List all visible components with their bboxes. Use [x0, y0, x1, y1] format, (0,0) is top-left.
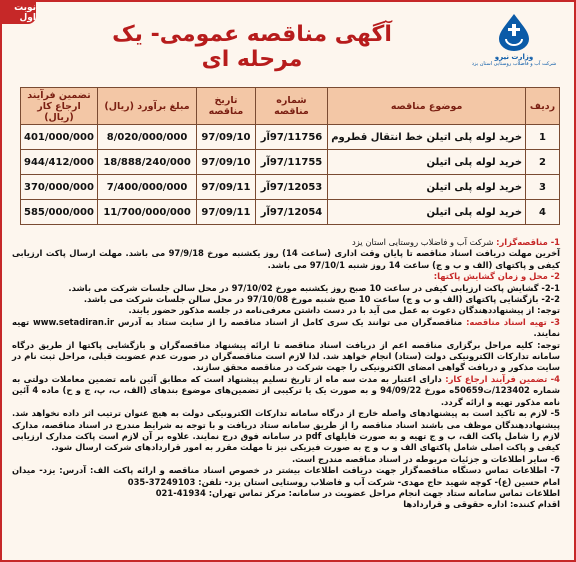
cell-subject: خرید لوله پلی اتیلن [328, 150, 526, 175]
cell-guarantee-amount: 370/000/000 [21, 175, 98, 200]
cell-estimate-amount: 11/700/000/000 [97, 200, 196, 225]
header-subject: موضوع مناقصه [328, 88, 526, 125]
body-paragraph [12, 488, 560, 499]
cell-tender-number: 97/11755آر [255, 150, 327, 175]
cell-row-number: 3 [526, 175, 560, 200]
body-paragraph [12, 305, 560, 316]
paragraph-heading: 4- تضمین فرآیند ارجاع کار: [445, 373, 560, 384]
cell-estimate-amount: 18/888/240/000 [97, 150, 196, 175]
cell-tender-number: 97/12053آر [255, 175, 327, 200]
cell-guarantee-amount: 401/000/000 [21, 125, 98, 150]
body-paragraph [12, 499, 560, 510]
body-paragraph [12, 454, 560, 465]
cell-subject: خرید لوله پلی اتیلن خط انتقال قطروم [328, 125, 526, 150]
cell-estimate-amount: 8/020/000/000 [97, 125, 196, 150]
paragraph-text: مناقصه‌گران می توانند یک سری کامل از اسناد مناقصه را از سایت ستاد به آدرس www.setadiran.ir تهیه نمایند. [12, 316, 560, 339]
header-tender-date: تاریخ مناقصه [197, 88, 256, 125]
cell-row-number: 1 [526, 125, 560, 150]
cell-tender-date: 97/09/10 [197, 125, 256, 150]
body-paragraph [12, 294, 560, 305]
body-paragraph [12, 465, 560, 488]
body-paragraph [12, 271, 560, 282]
paragraph-text: توجه: از پیشنهاددهندگان دعوت به عمل می آید با در دست داشتن معرفی‌نامه در جلسه مذکور حضور یابند. [128, 305, 560, 316]
body-paragraph [12, 317, 560, 340]
cell-tender-number: 97/11756آر [255, 125, 327, 150]
paragraph-text: آخرین مهلت دریافت اسناد مناقصه تا پایان وقت اداری (ساعت 14) روز یکشنبه مورخ 97/9/18 می باشد. مهلت ارسال پاکت ارزیابی کیفی و پاکتهای (الف و ب و ج) ساعت 14 روز شنبه 97/10/1 می باشد. [12, 248, 560, 270]
cell-estimate-amount: 7/400/000/000 [97, 175, 196, 200]
table-row [21, 150, 560, 175]
corner-tag: نوبت اول [2, 2, 36, 24]
notice-title: آگهی مناقصه عمومی- یک مرحله ای [112, 22, 392, 72]
table-row [21, 125, 560, 150]
cell-tender-date: 97/09/11 [197, 200, 256, 225]
paragraph-text: 5- لازم به تاکید است به پیشنهادهای واصله خارج از درگاه سامانه تدارکات الکترونیکی دولت به هیچ عنوان ترتیب اثر داده نخواهد شد. پیشنهاددهندگان موظف می باشند اسناد مناقصه را از طریق سامانه ستاد دریافت و با توجه به شرایط مندرج در اسناد مناقصه، مدارک لازم را شامل پاکت الف، ب و ج تهیه و به صورت فایلهای pdf در سامانه فوق درج نمایند. علاوه بر آن لازم است پاکت مدارک ارزیابی کیفی و پاکت اصلی شامل پاکتهای الف و ب و ج به صورت فیزیکی نیز تا مهلت مقرر به امور قراردادهای شرکت ارسال شود. [12, 408, 560, 453]
table-row [21, 175, 560, 200]
header-tender-number: شماره مناقصه [255, 88, 327, 125]
logo-ministry-text: وزارت نیرو [494, 53, 534, 61]
body-paragraph [12, 408, 560, 454]
notice-body [12, 237, 560, 511]
body-paragraph [12, 283, 560, 294]
organization-logo [468, 12, 560, 74]
header-row-number: ردیف [526, 88, 560, 125]
paragraph-text: اقدام کننده: اداره حقوقی و قراردادها [403, 499, 560, 510]
cell-subject: خرید لوله پلی اتیلن [328, 200, 526, 225]
table-row [21, 200, 560, 225]
water-drop-logo-icon [491, 12, 537, 52]
cell-row-number: 4 [526, 200, 560, 225]
paragraph-text: شرکت آب و فاضلاب روستایی استان یزد [352, 237, 497, 247]
cell-tender-date: 97/09/10 [197, 150, 256, 175]
cell-tender-date: 97/09/11 [197, 175, 256, 200]
body-paragraph [12, 248, 560, 271]
paragraph-text: 7- اطلاعات تماس دستگاه مناقصه‌گزار جهت دریافت اطلاعات بیشتر در خصوص اسناد مناقصه و ارائه پاکت الف: آدرس: یزد- میدان امام حسین (ع)- کوچه شهید حاج مهدی- شرکت آب و فاضلاب روستایی استان یزد- تلفن: 37249103-035 [12, 465, 560, 487]
cell-row-number: 2 [526, 150, 560, 175]
body-paragraph [12, 340, 560, 374]
paragraph-text: 2-1- گشایش پاکت ارزیابی کیفی در ساعت 10 صبح روز یکشنبه مورخ 97/10/02 در محل سالن جلسات شرکت می باشد. [68, 282, 560, 293]
logo-company-text: شرکت آب و فاضلاب روستایی استان یزد [471, 61, 557, 67]
paragraph-text: 2-2- بازگشایی پاکتهای (الف و ب و ج) ساعت 10 صبح شنبه مورخ 97/10/08 در محل سالن جلسات شرکت می باشد. [83, 294, 560, 305]
header-estimate-amount: مبلغ برآورد (ریال) [97, 88, 196, 125]
paragraph-text: دارای اعتبار به مدت سه ماه از تاریخ تسلیم پیشنهاد است که مطابق آئین نامه تضمین معاملات دولتی به شماره 123402/ت50659ه مورخ 94/09/22 و به صورت یک یا ترکیبی از تضمین‌های موضوع بندهای (الف، ب، پ، ج و ح) ماده 4 آئین نامه مذکور تهیه و ارائه گردد. [12, 373, 560, 407]
paragraph-text: 6- سایر اطلاعات و جزئیات مربوطه در اسناد مناقصه مندرج است. [291, 453, 560, 464]
paragraph-heading: 2- محل و زمان گشایش پاکتها: [433, 271, 560, 282]
cell-guarantee-amount: 585/000/000 [21, 200, 98, 225]
paragraph-text: اطلاعات تماس سامانه ستاد جهت انجام مراحل عضویت در سامانه: مرکز تماس تهران: 41934-021 [155, 487, 560, 498]
paragraph-heading: 1- مناقصه‌گزار: [496, 237, 560, 247]
cell-subject: خرید لوله پلی اتیلن [328, 175, 526, 200]
tender-table [20, 87, 560, 225]
body-paragraph [12, 237, 560, 248]
paragraph-text: توجه: کلیه مراحل برگزاری مناقصه اعم از دریافت اسناد مناقصه تا ارائه پیشنهاد مناقصه‌گران و بازگشایی پاکتها از طریق درگاه سامانه تدارکات الکترونیکی دولت (ستاد) انجام خواهد شد. لذا لازم است مناقصه‌گران در صورت عدم عضویت قبلی، مراحل ثبت نام در سایت مذکور و دریافت گواهی امضای الکترونیکی را جهت شرکت در مناقصه محقق سازند. [12, 339, 560, 373]
paragraph-heading: 3- تهیه اسناد مناقصه: [466, 316, 560, 327]
body-paragraph [12, 374, 560, 408]
cell-guarantee-amount: 944/412/000 [21, 150, 98, 175]
table-header-row [21, 88, 560, 125]
header-guarantee-amount: تضمین فرآیند ارجاع کار (ریال) [21, 88, 98, 125]
cell-tender-number: 97/12054آر [255, 200, 327, 225]
